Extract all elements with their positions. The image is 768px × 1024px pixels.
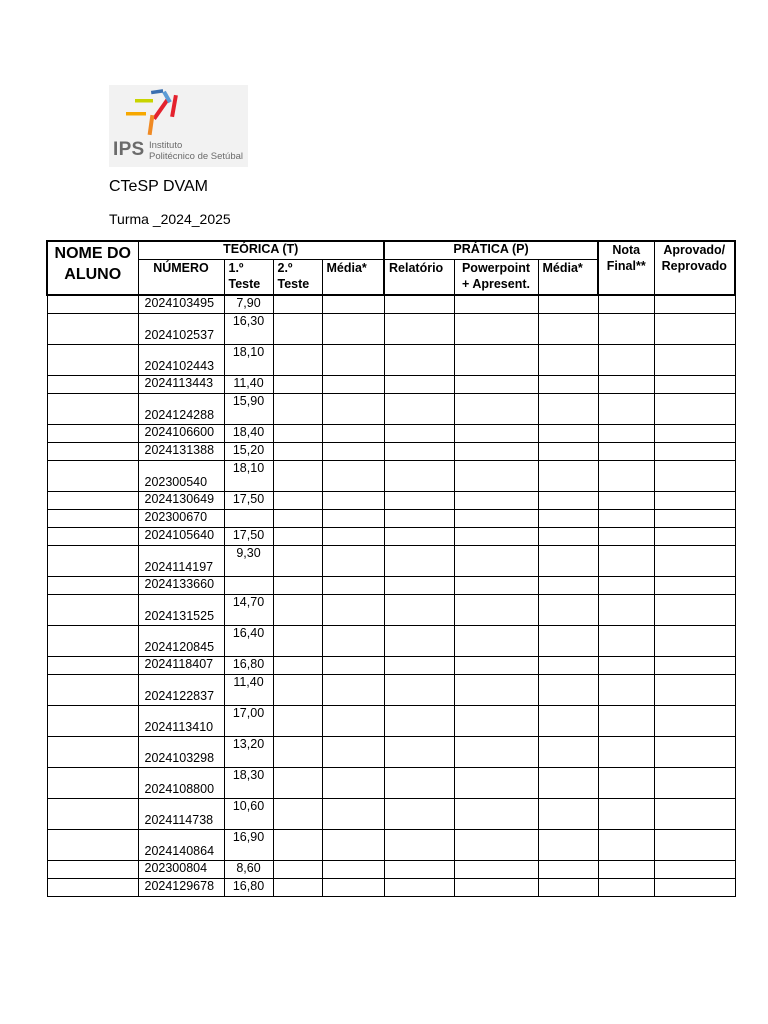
resultado-cell (654, 375, 735, 393)
teste1-cell: 15,90 (224, 393, 273, 424)
nota-final-cell (598, 295, 654, 313)
numero-cell: 2024105640 (138, 527, 224, 545)
table-row (47, 594, 735, 625)
powerpoint-cell (454, 705, 538, 736)
teste1-cell: 9,30 (224, 545, 273, 576)
resultado-cell (654, 767, 735, 798)
relatorio-cell (384, 767, 454, 798)
student-name-cell (47, 625, 138, 656)
resultado-cell (654, 594, 735, 625)
relatorio-cell (384, 375, 454, 393)
table-row (47, 509, 735, 527)
table-row (47, 625, 735, 656)
nota-final-cell (598, 798, 654, 829)
logo-line-2: Politécnico de Setúbal (149, 151, 244, 162)
numero-cell: 2024131525 (138, 594, 224, 625)
numero-cell: 2024102443 (138, 344, 224, 375)
teste2-cell (273, 527, 322, 545)
table-row (47, 375, 735, 393)
resultado-cell (654, 656, 735, 674)
institution-logo (109, 85, 248, 167)
resultado-cell (654, 576, 735, 594)
media-p-cell (538, 509, 598, 527)
teste2-cell (273, 736, 322, 767)
header-teste-2: 2.º Teste (273, 260, 322, 296)
numero-cell: 2024103298 (138, 736, 224, 767)
table-row (47, 576, 735, 594)
teste1-cell: 18,10 (224, 460, 273, 491)
table-row (47, 442, 735, 460)
powerpoint-cell (454, 545, 538, 576)
resultado-cell (654, 442, 735, 460)
media-p-cell (538, 625, 598, 656)
grades-table (46, 240, 736, 897)
student-name-cell (47, 798, 138, 829)
resultado-cell (654, 527, 735, 545)
teste1-cell: 17,50 (224, 527, 273, 545)
resultado-cell (654, 424, 735, 442)
teste1-cell: 18,40 (224, 424, 273, 442)
teste1-cell: 18,30 (224, 767, 273, 798)
resultado-cell (654, 393, 735, 424)
powerpoint-cell (454, 491, 538, 509)
header-student-name: NOME DO ALUNO (47, 241, 138, 295)
teste2-cell (273, 576, 322, 594)
teste1-cell: 7,90 (224, 295, 273, 313)
teste2-cell (273, 674, 322, 705)
numero-cell: 202300804 (138, 860, 224, 878)
numero-cell: 2024131388 (138, 442, 224, 460)
nota-final-cell (598, 767, 654, 798)
student-name-cell (47, 576, 138, 594)
relatorio-cell (384, 295, 454, 313)
student-name-cell (47, 295, 138, 313)
media-t-cell (322, 460, 384, 491)
numero-cell: 2024113443 (138, 375, 224, 393)
student-name-cell (47, 594, 138, 625)
media-t-cell (322, 545, 384, 576)
teste1-cell: 16,80 (224, 878, 273, 896)
header-teste-1: 1.º Teste (224, 260, 273, 296)
nota-final-cell (598, 491, 654, 509)
media-p-cell (538, 424, 598, 442)
media-t-cell (322, 767, 384, 798)
media-p-cell (538, 460, 598, 491)
header-relatorio: Relatório (384, 260, 454, 296)
table-row (47, 527, 735, 545)
nota-final-cell (598, 393, 654, 424)
teste1-cell: 11,40 (224, 674, 273, 705)
media-t-cell (322, 594, 384, 625)
media-p-cell (538, 576, 598, 594)
student-name-cell (47, 344, 138, 375)
resultado-cell (654, 625, 735, 656)
media-p-cell (538, 767, 598, 798)
media-t-cell (322, 295, 384, 313)
resultado-cell (654, 295, 735, 313)
teste2-cell (273, 878, 322, 896)
teste2-cell (273, 767, 322, 798)
numero-cell: 202300540 (138, 460, 224, 491)
table-row (47, 656, 735, 674)
numero-cell: 2024113410 (138, 705, 224, 736)
numero-cell: 2024118407 (138, 656, 224, 674)
numero-cell: 2024106600 (138, 424, 224, 442)
relatorio-cell (384, 393, 454, 424)
relatorio-cell (384, 705, 454, 736)
header-media-t: Média* (322, 260, 384, 296)
teste2-cell (273, 460, 322, 491)
table-row (47, 829, 735, 860)
header-teorica: TEÓRICA (T) (138, 241, 384, 260)
media-p-cell (538, 527, 598, 545)
nota-final-cell (598, 625, 654, 656)
media-p-cell (538, 860, 598, 878)
resultado-cell (654, 491, 735, 509)
media-t-cell (322, 878, 384, 896)
relatorio-cell (384, 509, 454, 527)
numero-cell: 2024122837 (138, 674, 224, 705)
relatorio-cell (384, 527, 454, 545)
teste2-cell (273, 344, 322, 375)
student-name-cell (47, 860, 138, 878)
nota-final-cell (598, 576, 654, 594)
resultado-cell (654, 878, 735, 896)
teste1-cell (224, 509, 273, 527)
media-p-cell (538, 344, 598, 375)
powerpoint-cell (454, 460, 538, 491)
nota-final-cell (598, 424, 654, 442)
nota-final-cell (598, 656, 654, 674)
nota-final-cell (598, 705, 654, 736)
header-nota-final: Nota Final** (598, 241, 654, 295)
resultado-cell (654, 344, 735, 375)
nota-final-cell (598, 594, 654, 625)
table-row (47, 705, 735, 736)
media-t-cell (322, 576, 384, 594)
table-row (47, 424, 735, 442)
media-p-cell (538, 491, 598, 509)
media-t-cell (322, 527, 384, 545)
nota-final-cell (598, 527, 654, 545)
relatorio-cell (384, 625, 454, 656)
table-row (47, 767, 735, 798)
teste1-cell: 17,50 (224, 491, 273, 509)
teste2-cell (273, 545, 322, 576)
media-t-cell (322, 442, 384, 460)
header-media-p: Média* (538, 260, 598, 296)
numero-cell: 2024133660 (138, 576, 224, 594)
student-name-cell (47, 767, 138, 798)
teste1-cell: 13,20 (224, 736, 273, 767)
numero-cell: 2024114738 (138, 798, 224, 829)
relatorio-cell (384, 594, 454, 625)
table-row (47, 798, 735, 829)
powerpoint-cell (454, 767, 538, 798)
table-row (47, 491, 735, 509)
powerpoint-cell (454, 375, 538, 393)
teste2-cell (273, 442, 322, 460)
nota-final-cell (598, 313, 654, 344)
relatorio-cell (384, 674, 454, 705)
relatorio-cell (384, 878, 454, 896)
relatorio-cell (384, 798, 454, 829)
relatorio-cell (384, 460, 454, 491)
powerpoint-cell (454, 295, 538, 313)
student-name-cell (47, 375, 138, 393)
media-p-cell (538, 878, 598, 896)
media-p-cell (538, 674, 598, 705)
teste1-cell: 16,40 (224, 625, 273, 656)
nota-final-cell (598, 509, 654, 527)
table-row (47, 460, 735, 491)
teste2-cell (273, 656, 322, 674)
teste1-cell: 14,70 (224, 594, 273, 625)
relatorio-cell (384, 656, 454, 674)
relatorio-cell (384, 545, 454, 576)
table-row (47, 878, 735, 896)
media-t-cell (322, 344, 384, 375)
student-name-cell (47, 878, 138, 896)
media-t-cell (322, 829, 384, 860)
student-name-cell (47, 705, 138, 736)
nota-final-cell (598, 860, 654, 878)
student-name-cell (47, 656, 138, 674)
student-name-cell (47, 424, 138, 442)
student-name-cell (47, 313, 138, 344)
relatorio-cell (384, 442, 454, 460)
table-row (47, 736, 735, 767)
nota-final-cell (598, 829, 654, 860)
nota-final-cell (598, 736, 654, 767)
media-t-cell (322, 491, 384, 509)
media-p-cell (538, 829, 598, 860)
relatorio-cell (384, 313, 454, 344)
student-name-cell (47, 829, 138, 860)
nota-final-cell (598, 878, 654, 896)
media-p-cell (538, 313, 598, 344)
resultado-cell (654, 705, 735, 736)
teste1-cell: 17,00 (224, 705, 273, 736)
numero-cell: 2024130649 (138, 491, 224, 509)
media-p-cell (538, 656, 598, 674)
student-name-cell (47, 509, 138, 527)
numero-cell: 2024108800 (138, 767, 224, 798)
teste1-cell: 10,60 (224, 798, 273, 829)
student-name-cell (47, 736, 138, 767)
teste1-cell: 15,20 (224, 442, 273, 460)
powerpoint-cell (454, 594, 538, 625)
table-row (47, 860, 735, 878)
resultado-cell (654, 545, 735, 576)
media-t-cell (322, 674, 384, 705)
table-row (47, 545, 735, 576)
header-powerpoint: Powerpoint + Apresent. (454, 260, 538, 296)
teste2-cell (273, 625, 322, 656)
student-name-cell (47, 393, 138, 424)
powerpoint-cell (454, 442, 538, 460)
resultado-cell (654, 509, 735, 527)
numero-cell: 2024102537 (138, 313, 224, 344)
resultado-cell (654, 860, 735, 878)
header-pratica: PRÁTICA (P) (384, 241, 598, 260)
powerpoint-cell (454, 798, 538, 829)
numero-cell: 2024103495 (138, 295, 224, 313)
resultado-cell (654, 798, 735, 829)
student-name-cell (47, 460, 138, 491)
table-row (47, 344, 735, 375)
powerpoint-cell (454, 674, 538, 705)
powerpoint-cell (454, 860, 538, 878)
teste2-cell (273, 375, 322, 393)
student-name-cell (47, 527, 138, 545)
logo-abbr: IPS (113, 139, 145, 160)
media-p-cell (538, 375, 598, 393)
media-t-cell (322, 393, 384, 424)
header-numero: NÚMERO (138, 260, 224, 296)
relatorio-cell (384, 576, 454, 594)
teste1-cell: 16,80 (224, 656, 273, 674)
relatorio-cell (384, 736, 454, 767)
teste2-cell (273, 798, 322, 829)
teste2-cell (273, 393, 322, 424)
teste2-cell (273, 491, 322, 509)
media-p-cell (538, 736, 598, 767)
media-p-cell (538, 295, 598, 313)
relatorio-cell (384, 344, 454, 375)
course-title: CTeSP DVAM (109, 178, 208, 195)
teste2-cell (273, 594, 322, 625)
student-name-cell (47, 674, 138, 705)
powerpoint-cell (454, 625, 538, 656)
student-name-cell (47, 442, 138, 460)
resultado-cell (654, 674, 735, 705)
powerpoint-cell (454, 313, 538, 344)
media-t-cell (322, 798, 384, 829)
relatorio-cell (384, 829, 454, 860)
media-p-cell (538, 442, 598, 460)
numero-cell: 2024140864 (138, 829, 224, 860)
powerpoint-cell (454, 527, 538, 545)
resultado-cell (654, 460, 735, 491)
media-p-cell (538, 705, 598, 736)
powerpoint-cell (454, 509, 538, 527)
header-aprovado: Aprovado/ Reprovado (654, 241, 735, 295)
powerpoint-cell (454, 393, 538, 424)
table-row (47, 313, 735, 344)
nota-final-cell (598, 460, 654, 491)
numero-cell: 2024124288 (138, 393, 224, 424)
media-p-cell (538, 393, 598, 424)
table-row (47, 295, 735, 313)
nota-final-cell (598, 375, 654, 393)
teste1-cell: 16,90 (224, 829, 273, 860)
class-year: Turma _2024_2025 (109, 211, 231, 227)
table-row (47, 674, 735, 705)
numero-cell: 2024114197 (138, 545, 224, 576)
media-t-cell (322, 313, 384, 344)
resultado-cell (654, 829, 735, 860)
media-p-cell (538, 798, 598, 829)
numero-cell: 2024129678 (138, 878, 224, 896)
resultado-cell (654, 736, 735, 767)
media-t-cell (322, 705, 384, 736)
student-name-cell (47, 545, 138, 576)
media-t-cell (322, 736, 384, 767)
media-t-cell (322, 424, 384, 442)
teste1-cell: 8,60 (224, 860, 273, 878)
media-t-cell (322, 375, 384, 393)
teste1-cell: 11,40 (224, 375, 273, 393)
nota-final-cell (598, 545, 654, 576)
media-p-cell (538, 594, 598, 625)
relatorio-cell (384, 860, 454, 878)
teste2-cell (273, 860, 322, 878)
logo-line-1: Instituto (149, 140, 183, 151)
teste1-cell: 16,30 (224, 313, 273, 344)
teste2-cell (273, 424, 322, 442)
resultado-cell (654, 313, 735, 344)
powerpoint-cell (454, 736, 538, 767)
relatorio-cell (384, 424, 454, 442)
teste2-cell (273, 295, 322, 313)
student-name-cell (47, 491, 138, 509)
media-p-cell (538, 545, 598, 576)
teste2-cell (273, 509, 322, 527)
teste2-cell (273, 705, 322, 736)
media-t-cell (322, 509, 384, 527)
powerpoint-cell (454, 656, 538, 674)
table-row (47, 393, 735, 424)
relatorio-cell (384, 491, 454, 509)
media-t-cell (322, 860, 384, 878)
media-t-cell (322, 625, 384, 656)
numero-cell: 2024120845 (138, 625, 224, 656)
powerpoint-cell (454, 576, 538, 594)
nota-final-cell (598, 442, 654, 460)
teste1-cell (224, 576, 273, 594)
numero-cell: 202300670 (138, 509, 224, 527)
teste2-cell (273, 313, 322, 344)
nota-final-cell (598, 674, 654, 705)
powerpoint-cell (454, 344, 538, 375)
powerpoint-cell (454, 424, 538, 442)
teste2-cell (273, 829, 322, 860)
powerpoint-cell (454, 829, 538, 860)
nota-final-cell (598, 344, 654, 375)
teste1-cell: 18,10 (224, 344, 273, 375)
logo-mark-icon (109, 85, 248, 140)
powerpoint-cell (454, 878, 538, 896)
media-t-cell (322, 656, 384, 674)
